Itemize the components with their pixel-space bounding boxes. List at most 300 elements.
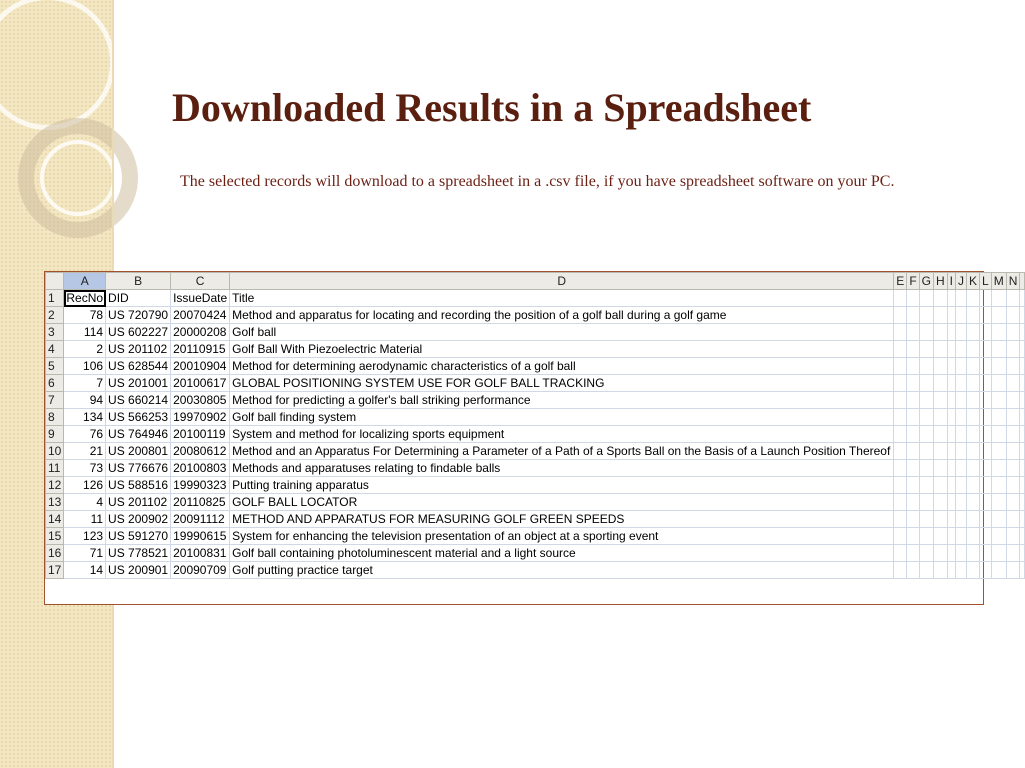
empty-cell[interactable] [907,341,919,358]
empty-cell[interactable] [980,443,992,460]
cell-did[interactable]: US 764946 [106,426,171,443]
empty-cell[interactable] [947,290,955,307]
empty-cell[interactable] [991,375,1006,392]
cell-title-text: Method for determining aerodynamic characteristics of a golf ball [232,359,576,373]
empty-cell[interactable] [894,307,907,324]
cell-title[interactable] [230,341,894,358]
empty-cell[interactable] [919,409,933,426]
empty-cell[interactable] [980,494,992,511]
column-header-f[interactable]: F [907,273,919,290]
empty-cell[interactable] [956,494,967,511]
cell-recno[interactable]: 2 [64,341,106,358]
table-row [46,477,1025,494]
table-row [46,324,1025,341]
empty-cell[interactable] [956,375,967,392]
empty-cell[interactable] [947,341,955,358]
row-header[interactable]: 13 [46,494,64,511]
empty-cell[interactable] [934,443,948,460]
empty-cell[interactable] [967,341,980,358]
empty-cell[interactable] [947,426,955,443]
empty-cell[interactable] [907,324,919,341]
cell-recno[interactable]: 123 [64,528,106,545]
cell-title[interactable] [230,494,894,511]
cell-issuedate[interactable]: 20000208 [171,324,230,341]
empty-cell[interactable] [956,392,967,409]
empty-cell[interactable] [967,460,980,477]
empty-cell[interactable] [894,562,907,579]
empty-cell[interactable] [967,409,980,426]
cell-recno[interactable]: 78 [64,307,106,324]
empty-cell[interactable] [894,528,907,545]
empty-cell[interactable] [967,392,980,409]
empty-cell[interactable] [919,307,933,324]
empty-cell[interactable] [991,443,1006,460]
empty-cell[interactable] [967,358,980,375]
empty-cell[interactable] [991,460,1006,477]
column-header-h[interactable]: H [934,273,948,290]
empty-cell[interactable] [967,477,980,494]
cell-issuedate[interactable]: 20110915 [171,341,230,358]
cell-did[interactable]: US 591270 [106,528,171,545]
cell-title-text: System and method for localizing sports equipment [232,427,505,441]
cell-title[interactable] [230,528,894,545]
empty-cell[interactable] [934,545,948,562]
empty-cell[interactable] [967,562,980,579]
cell-recno[interactable]: 7 [64,375,106,392]
cell-recno[interactable]: 11 [64,511,106,528]
empty-cell[interactable] [947,528,955,545]
empty-cell [1020,545,1025,562]
cell-title[interactable] [230,290,894,307]
cell-did[interactable]: US 588516 [106,477,171,494]
cell-issuedate[interactable]: 20070424 [171,307,230,324]
cell-issuedate[interactable]: 20110825 [171,494,230,511]
empty-cell[interactable] [934,375,948,392]
cell-did[interactable]: US 778521 [106,545,171,562]
empty-cell[interactable] [1006,324,1020,341]
empty-cell[interactable] [1006,528,1020,545]
empty-cell[interactable] [956,324,967,341]
empty-cell[interactable] [894,511,907,528]
empty-cell[interactable] [934,409,948,426]
empty-cell[interactable] [934,460,948,477]
cell-recno[interactable]: 71 [64,545,106,562]
empty-cell[interactable] [919,392,933,409]
empty-cell[interactable] [894,324,907,341]
empty-cell[interactable] [907,443,919,460]
empty-cell[interactable] [947,358,955,375]
column-header-m[interactable]: M [991,273,1006,290]
row-header[interactable]: 9 [46,426,64,443]
empty-cell[interactable] [956,358,967,375]
empty-cell[interactable] [956,528,967,545]
cell-issuedate[interactable]: 19970902 [171,409,230,426]
cell-title[interactable] [230,443,894,460]
cell-issuedate[interactable]: 20100831 [171,545,230,562]
empty-cell[interactable] [947,443,955,460]
cell-title[interactable] [230,409,894,426]
cell-issuedate[interactable]: 20100617 [171,375,230,392]
table-row [46,511,1025,528]
empty-cell[interactable] [980,290,992,307]
empty-cell[interactable] [907,392,919,409]
empty-cell[interactable] [956,460,967,477]
empty-cell[interactable] [980,562,992,579]
spreadsheet[interactable] [44,271,1018,605]
empty-cell[interactable] [894,358,907,375]
empty-cell[interactable] [967,426,980,443]
empty-cell[interactable] [947,307,955,324]
column-header-j[interactable]: J [956,273,967,290]
cell-did[interactable]: US 628544 [106,358,171,375]
empty-cell[interactable] [907,375,919,392]
empty-cell[interactable] [980,426,992,443]
empty-cell[interactable] [894,290,907,307]
empty-cell[interactable] [919,545,933,562]
cell-recno[interactable]: 76 [64,426,106,443]
row-header[interactable]: 4 [46,341,64,358]
cell-issuedate[interactable]: 20100803 [171,460,230,477]
cell-did[interactable]: US 200901 [106,562,171,579]
empty-cell[interactable] [947,511,955,528]
cell-title[interactable] [230,375,894,392]
empty-cell[interactable] [947,545,955,562]
empty-cell[interactable] [967,494,980,511]
empty-cell[interactable] [980,392,992,409]
empty-cell[interactable] [980,545,992,562]
cell-title[interactable] [230,426,894,443]
table-row [46,443,1025,460]
empty-cell[interactable] [894,477,907,494]
cell-title[interactable] [230,392,894,409]
cell-recno[interactable]: 106 [64,358,106,375]
empty-cell[interactable] [934,494,948,511]
row-header[interactable]: 15 [46,528,64,545]
empty-cell[interactable] [919,358,933,375]
cell-did[interactable]: US 201102 [106,494,171,511]
empty-cell[interactable] [919,528,933,545]
cell-title[interactable] [230,358,894,375]
empty-cell[interactable] [934,426,948,443]
table-row [46,375,1025,392]
empty-cell [1020,528,1025,545]
empty-cell[interactable] [919,443,933,460]
row-header[interactable]: 6 [46,375,64,392]
cell-did[interactable]: US 566253 [106,409,171,426]
cell-title-text: Golf putting practice target [232,563,373,577]
column-header-n[interactable]: N [1006,273,1020,290]
empty-cell[interactable] [919,477,933,494]
empty-cell[interactable] [907,545,919,562]
empty-cell[interactable] [980,409,992,426]
empty-cell[interactable] [967,307,980,324]
column-header-l[interactable]: L [980,273,992,290]
cell-title[interactable] [230,562,894,579]
empty-cell [1020,392,1025,409]
empty-cell[interactable] [991,324,1006,341]
empty-cell[interactable] [907,511,919,528]
column-header-c[interactable]: C [171,273,230,290]
empty-cell[interactable] [947,324,955,341]
empty-cell[interactable] [980,460,992,477]
table-row [46,562,1025,579]
empty-cell [1020,426,1025,443]
empty-cell[interactable] [967,545,980,562]
empty-cell[interactable] [919,324,933,341]
cell-title[interactable] [230,324,894,341]
select-all-corner[interactable] [46,273,64,290]
cell-title-text: Golf ball [232,325,277,339]
empty-cell[interactable] [1006,392,1020,409]
empty-cell[interactable] [980,358,992,375]
empty-cell[interactable] [894,375,907,392]
cell-issuedate[interactable]: 20030805 [171,392,230,409]
row-header[interactable]: 3 [46,324,64,341]
empty-cell[interactable] [1006,375,1020,392]
empty-cell[interactable] [980,511,992,528]
row-header[interactable]: 12 [46,477,64,494]
cell-issuedate[interactable]: 19990323 [171,477,230,494]
empty-cell[interactable] [1006,409,1020,426]
cell-issuedate[interactable]: 20091112 [171,511,230,528]
empty-cell[interactable] [1006,562,1020,579]
empty-cell[interactable] [980,477,992,494]
empty-cell[interactable] [991,426,1006,443]
empty-cell[interactable] [947,460,955,477]
column-header-i[interactable]: I [947,273,955,290]
empty-cell[interactable] [907,460,919,477]
empty-cell[interactable] [991,545,1006,562]
cell-recno[interactable]: 21 [64,443,106,460]
cell-issuedate[interactable]: IssueDate [171,290,230,307]
empty-cell[interactable] [907,477,919,494]
empty-cell[interactable] [980,375,992,392]
cell-did[interactable]: US 660214 [106,392,171,409]
empty-cell[interactable] [894,494,907,511]
empty-cell[interactable] [919,375,933,392]
empty-cell[interactable] [894,443,907,460]
empty-cell[interactable] [956,290,967,307]
empty-cell [1020,477,1025,494]
empty-cell[interactable] [991,477,1006,494]
empty-cell[interactable] [947,392,955,409]
empty-cell[interactable] [991,290,1006,307]
empty-cell[interactable] [967,443,980,460]
empty-cell[interactable] [991,511,1006,528]
empty-cell[interactable] [1006,545,1020,562]
empty-cell[interactable] [956,341,967,358]
row-header[interactable]: 14 [46,511,64,528]
row-header[interactable]: 5 [46,358,64,375]
empty-cell[interactable] [991,494,1006,511]
empty-cell[interactable] [934,324,948,341]
empty-cell[interactable] [907,528,919,545]
cell-issuedate[interactable]: 19990615 [171,528,230,545]
row-header[interactable]: 7 [46,392,64,409]
cell-title[interactable] [230,307,894,324]
empty-cell[interactable] [919,494,933,511]
empty-cell[interactable] [907,494,919,511]
cell-did[interactable]: US 776676 [106,460,171,477]
empty-cell[interactable] [967,290,980,307]
empty-cell[interactable] [894,426,907,443]
empty-cell[interactable] [934,511,948,528]
cell-issuedate[interactable]: 20090709 [171,562,230,579]
empty-cell[interactable] [980,341,992,358]
empty-cell[interactable] [956,307,967,324]
cell-recno[interactable]: 114 [64,324,106,341]
cell-title[interactable] [230,545,894,562]
empty-cell[interactable] [907,290,919,307]
cell-did[interactable]: DID [106,290,171,307]
empty-cell[interactable] [907,358,919,375]
cell-did[interactable]: US 201001 [106,375,171,392]
empty-cell[interactable] [956,562,967,579]
empty-cell [1020,375,1025,392]
empty-cell[interactable] [934,341,948,358]
empty-cell[interactable] [980,324,992,341]
empty-cell[interactable] [894,460,907,477]
empty-cell[interactable] [947,409,955,426]
row-header[interactable]: 8 [46,409,64,426]
cell-did[interactable]: US 201102 [106,341,171,358]
empty-cell [1020,409,1025,426]
cell-did[interactable]: US 720790 [106,307,171,324]
empty-cell[interactable] [947,375,955,392]
empty-cell[interactable] [956,511,967,528]
empty-cell[interactable] [894,341,907,358]
empty-cell[interactable] [934,358,948,375]
empty-cell [1020,494,1025,511]
empty-cell [1020,460,1025,477]
column-header-row [46,273,1025,290]
column-header-d[interactable]: D [230,273,894,290]
cell-title[interactable] [230,460,894,477]
empty-cell[interactable] [934,307,948,324]
empty-cell[interactable] [1006,426,1020,443]
column-header-g[interactable]: G [919,273,933,290]
empty-cell [1020,307,1025,324]
column-header-a[interactable]: A [64,273,106,290]
empty-cell[interactable] [991,341,1006,358]
row-header[interactable]: 17 [46,562,64,579]
empty-cell[interactable] [956,477,967,494]
empty-cell[interactable] [934,562,948,579]
empty-cell[interactable] [991,392,1006,409]
cell-recno[interactable]: 134 [64,409,106,426]
empty-cell[interactable] [947,477,955,494]
cell-did[interactable]: US 200902 [106,511,171,528]
empty-cell[interactable] [907,426,919,443]
empty-cell[interactable] [934,477,948,494]
cell-recno[interactable]: 94 [64,392,106,409]
empty-cell[interactable] [919,562,933,579]
cell-recno[interactable]: 73 [64,460,106,477]
empty-cell[interactable] [967,375,980,392]
cell-issuedate[interactable]: 20010904 [171,358,230,375]
empty-cell[interactable] [934,392,948,409]
empty-cell[interactable] [967,511,980,528]
cell-recno[interactable]: 4 [64,494,106,511]
empty-cell[interactable] [1006,443,1020,460]
empty-cell[interactable] [956,443,967,460]
empty-cell[interactable] [980,307,992,324]
empty-cell[interactable] [1006,358,1020,375]
empty-cell[interactable] [1006,307,1020,324]
cell-title[interactable] [230,477,894,494]
empty-cell[interactable] [991,528,1006,545]
empty-cell[interactable] [1006,290,1020,307]
cell-recno[interactable]: 126 [64,477,106,494]
slide-description: The selected records will download to a spreadsheet in a .csv file, if you have spreadsheet software on your PC. [180,173,895,190]
empty-cell[interactable] [967,324,980,341]
empty-cell[interactable] [956,545,967,562]
empty-cell[interactable] [1006,494,1020,511]
empty-cell[interactable] [991,409,1006,426]
table-row [46,409,1025,426]
cell-recno[interactable]: 14 [64,562,106,579]
empty-cell[interactable] [1006,511,1020,528]
empty-cell[interactable] [919,290,933,307]
empty-cell[interactable] [991,562,1006,579]
row-header[interactable]: 1 [46,290,64,307]
empty-cell[interactable] [934,528,948,545]
empty-cell[interactable] [956,426,967,443]
table-row [46,358,1025,375]
row-header[interactable]: 10 [46,443,64,460]
empty-cell[interactable] [919,341,933,358]
empty-cell[interactable] [919,426,933,443]
empty-cell[interactable] [947,494,955,511]
empty-cell[interactable] [956,409,967,426]
row-header[interactable]: 16 [46,545,64,562]
empty-cell[interactable] [907,562,919,579]
row-header[interactable]: 2 [46,307,64,324]
cell-title[interactable] [230,511,894,528]
empty-cell[interactable] [894,409,907,426]
empty-cell[interactable] [919,511,933,528]
cell-issuedate[interactable]: 20080612 [171,443,230,460]
cell-title-text: Method for predicting a golfer's ball striking performance [232,393,531,407]
cell-title-text: Golf ball containing photoluminescent material and a light source [232,546,576,560]
empty-cell [1020,324,1025,341]
empty-cell[interactable] [907,307,919,324]
row-header[interactable]: 11 [46,460,64,477]
empty-cell[interactable] [1006,460,1020,477]
cell-title-text: GOLF BALL LOCATOR [232,495,358,509]
empty-cell[interactable] [1006,341,1020,358]
empty-cell[interactable] [907,409,919,426]
cell-issuedate[interactable]: 20100119 [171,426,230,443]
column-header-e[interactable]: E [894,273,907,290]
empty-cell[interactable] [947,562,955,579]
cell-did[interactable]: US 200801 [106,443,171,460]
empty-cell[interactable] [991,307,1006,324]
empty-cell[interactable] [934,290,948,307]
column-header-k[interactable]: K [967,273,980,290]
empty-cell[interactable] [980,528,992,545]
empty-cell[interactable] [894,392,907,409]
cell-a1[interactable]: RecNo [64,290,106,307]
empty-cell[interactable] [991,358,1006,375]
decorative-ring [40,140,116,216]
empty-cell[interactable] [894,545,907,562]
empty-cell[interactable] [919,460,933,477]
column-header-b[interactable]: B [106,273,171,290]
empty-cell[interactable] [967,528,980,545]
cell-did[interactable]: US 602227 [106,324,171,341]
empty-cell[interactable] [1006,477,1020,494]
